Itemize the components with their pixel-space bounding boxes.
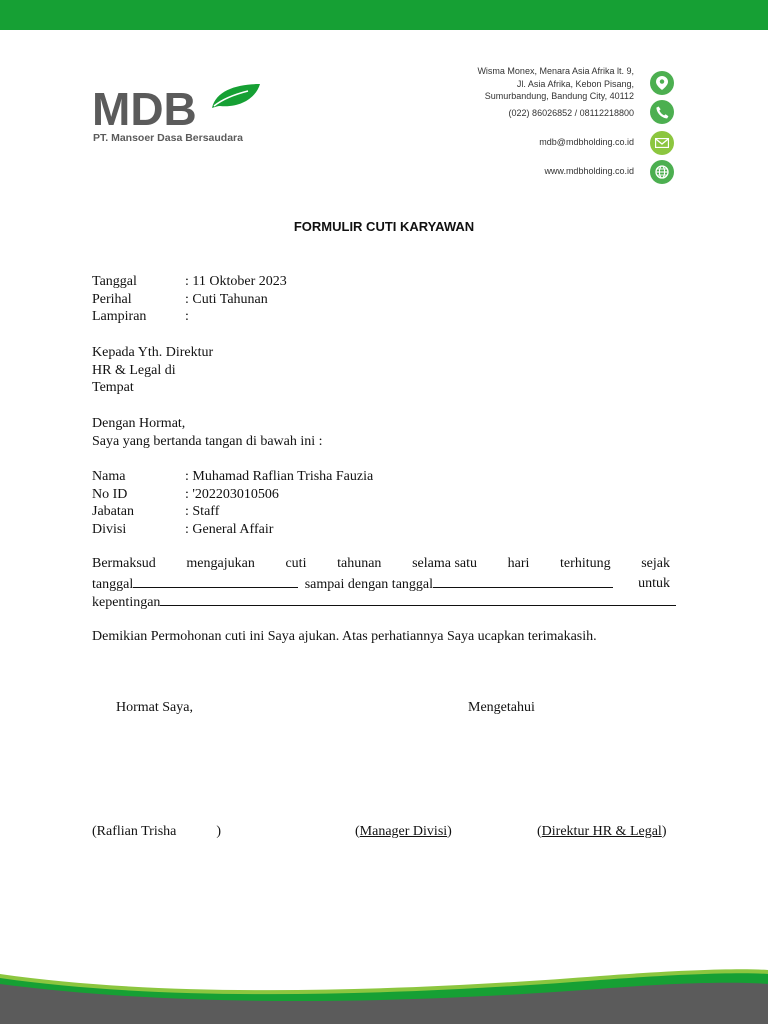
request-line-1 <box>92 555 670 573</box>
sign-left-heading: Hormat Saya, <box>116 700 193 715</box>
sign-manager-name: Manager Divisi <box>359 824 448 839</box>
request-word: selama satu <box>412 556 477 571</box>
meta-value: : <box>185 309 189 324</box>
location-icon <box>650 71 674 95</box>
contact-address <box>477 65 634 119</box>
sign-director <box>537 823 666 841</box>
address-line-2: Jl. Asia Afrika, Kebon Pisang, <box>516 78 634 89</box>
meta-value: : 11 Oktober 2023 <box>185 274 287 289</box>
sign-employee-close: ) <box>216 824 222 839</box>
request-line-2 <box>92 575 670 594</box>
request-untuk-label: untuk <box>638 576 670 591</box>
meta-row-lampiran <box>92 308 189 326</box>
employee-value: : '202203010506 <box>185 486 279 502</box>
recipient-line-3: Tempat <box>92 380 134 395</box>
sign-manager-close: ) <box>447 824 452 839</box>
mail-icon <box>650 131 674 155</box>
request-sampai-label: sampai dengan tanggal <box>304 577 434 592</box>
phone-icon <box>650 100 674 124</box>
request-word: tahunan <box>337 556 382 571</box>
meta-row-tanggal <box>92 273 287 291</box>
footer-wave <box>0 960 768 1024</box>
recipient-line-2: HR & Legal di <box>92 362 176 378</box>
meta-label: Lampiran <box>92 309 147 324</box>
employee-row-id <box>92 486 279 504</box>
sign-manager-open: ( <box>355 824 360 839</box>
recipient-line-1: Kepada Yth. Direktur <box>92 345 214 360</box>
contact-phone: (022) 86026852 / 08112218800 <box>508 107 634 118</box>
request-line-3 <box>92 593 676 612</box>
employee-label: Divisi <box>92 521 127 537</box>
employee-value: : Staff <box>185 504 220 519</box>
contact-email: mdb@mdbholding.co.id <box>539 137 634 147</box>
request-word: terhitung <box>560 556 611 571</box>
purpose-blank[interactable] <box>160 593 676 606</box>
sign-director-name: Direktur HR & Legal <box>541 824 662 839</box>
employee-row-nama <box>92 468 373 486</box>
start-date-blank[interactable] <box>133 575 298 588</box>
employee-value: : General Affair <box>185 521 274 537</box>
globe-icon <box>650 160 674 184</box>
meta-row-perihal <box>92 291 268 309</box>
meta-value: : Cuti Tahunan <box>185 291 268 307</box>
form-title: FORMULIR CUTI KARYAWAN <box>293 219 475 234</box>
meta-label: Perihal <box>92 291 132 307</box>
company-logo <box>92 84 272 146</box>
sign-director-close: ) <box>661 824 667 839</box>
request-word: Bermaksud <box>92 556 156 571</box>
top-green-bar <box>0 0 768 30</box>
greeting-line-2: Saya yang bertanda tangan di bawah ini : <box>92 433 323 449</box>
request-word: cuti <box>285 556 307 571</box>
employee-value: : Muhamad Raflian Trisha Fauzia <box>185 469 374 484</box>
employee-label: No ID <box>92 486 128 502</box>
contact-website: www.mdbholding.co.id <box>544 166 634 176</box>
request-word: hari <box>507 556 530 571</box>
sign-right-heading: Mengetahui <box>468 700 535 715</box>
employee-row-divisi <box>92 521 273 539</box>
sign-director-open: ( <box>537 824 542 839</box>
meta-label: Tanggal <box>92 274 137 289</box>
company-name: PT. Mansoer Dasa Bersaudara <box>93 132 243 144</box>
request-kepentingan-label: kepentingan <box>92 594 161 610</box>
request-word: mengajukan <box>186 556 255 571</box>
address-line-1: Wisma Monex, Menara Asia Afrika lt. 9, <box>477 66 634 76</box>
employee-label: Nama <box>92 469 126 484</box>
employee-label: Jabatan <box>92 504 134 519</box>
sign-manager <box>355 823 452 841</box>
greeting-line-1: Dengan Hormat, <box>92 416 186 431</box>
request-word: sejak <box>641 556 670 571</box>
end-date-blank[interactable] <box>433 575 613 588</box>
sign-employee-name: (Raflian Trisha <box>92 824 177 839</box>
address-line-3: Sumurbandung, Bandung City, 40112 <box>484 91 634 101</box>
employee-row-jabatan <box>92 503 219 521</box>
sign-employee <box>92 823 221 841</box>
logo-wordmark: MDB <box>92 83 197 135</box>
leaf-icon <box>210 82 262 110</box>
closing-statement: Demikian Permohonan cuti ini Saya ajukan. Atas perhatiannya Saya ucapkan terimakasih. <box>92 629 597 644</box>
request-tanggal-label: tanggal <box>92 577 134 592</box>
